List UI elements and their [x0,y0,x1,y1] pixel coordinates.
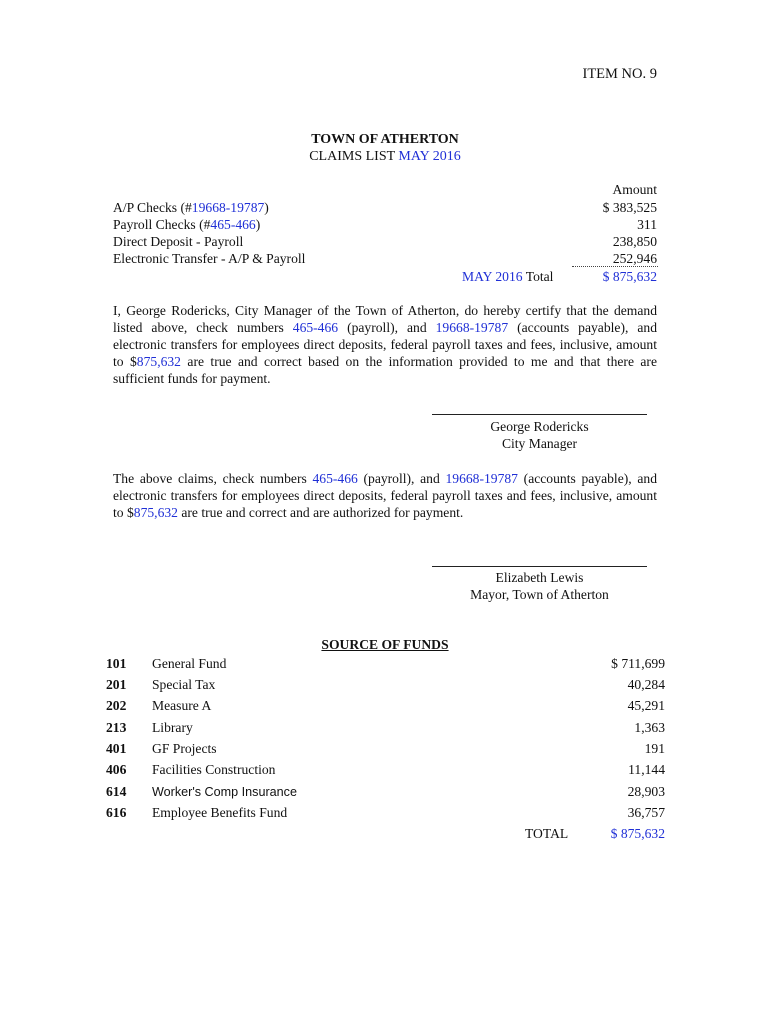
claims-row-label: Direct Deposit - Payroll [113,234,244,249]
subtotal-rule [572,266,658,267]
claims-total-label [462,269,553,285]
fund-code: 614 [106,784,127,799]
signature-line [432,414,647,415]
fund-amount: 36,757 [627,805,665,820]
paragraph-text: (accounts payable), and electronic transfers for employees direct deposits, federal payroll taxes and fees, inclusive, amount to $ [113,471,657,520]
funds-total-label: TOTAL [525,826,569,841]
certification-paragraph [113,302,657,387]
fund-code: 101 [106,656,127,671]
total-amount-inline: 875,632 [133,505,178,520]
paragraph-text: (accounts payable), and electronic transfers for employees direct deposits, federal payroll taxes and fees, inclusive, amount to $ [113,320,657,369]
claims-label-range: 19668-19787 [191,200,265,215]
ap-check-range: 19668-19787 [445,471,518,486]
source-of-funds-heading: SOURCE OF FUNDS [321,637,449,652]
signer-title: City Manager [501,436,578,451]
claims-label-text: A/P Checks (# [113,200,192,215]
ap-check-range: 19668-19787 [435,320,509,335]
payroll-check-range: 465-466 [292,320,339,335]
fund-name: Library [152,720,193,735]
fund-amount: $ 711,699 [611,656,665,671]
fund-code: 202 [106,698,127,713]
fund-name: GF Projects [152,741,217,756]
paragraph-text: I, George Rodericks, City Manager of the Town of Atherton, do hereby certify that the demand listed above, check numbers [113,303,657,335]
document-subtitle [0,149,770,165]
paragraph-text: (payroll), and [357,471,446,486]
claims-label-text: Payroll Checks (# [113,217,211,232]
fund-amount: 40,284 [627,677,665,692]
item-number: ITEM NO. 9 [582,66,657,82]
amount-header: Amount [612,182,657,197]
fund-name: Worker's Comp Insurance [152,785,297,799]
fund-amount: 28,903 [627,784,665,799]
total-amount-inline: 875,632 [136,354,181,369]
claims-row-amount: 252,946 [612,251,657,266]
fund-amount: 45,291 [627,698,665,713]
fund-name: General Fund [152,656,227,671]
subtitle-month: MAY 2016 [398,149,461,164]
claims-label-text: ) [255,217,261,232]
claims-label-range: 465-466 [210,217,256,232]
claims-total-month: MAY 2016 [462,269,523,284]
claims-total-text: Total [522,269,554,284]
funds-total-amount: $ 875,632 [610,826,665,841]
claims-row-amount: 311 [637,217,657,232]
fund-amount: 11,144 [628,762,665,777]
fund-code: 201 [106,677,127,692]
claims-label-text: ) [264,200,269,215]
claims-row-label: Electronic Transfer - A/P & Payroll [113,251,306,266]
signer-name: George Rodericks [490,419,589,434]
fund-code: 401 [106,741,127,756]
signature-line [432,566,647,567]
claims-row-amount: $ 383,525 [602,200,657,215]
signer-title: Mayor, Town of Atherton [470,587,609,602]
paragraph-text: (payroll), and [338,320,436,335]
signer-name: Elizabeth Lewis [495,570,584,585]
document-title: TOWN OF ATHERTON [311,132,459,147]
paragraph-text: The above claims, check numbers [113,471,313,486]
fund-code: 406 [106,762,127,777]
fund-name: Employee Benefits Fund [152,805,288,820]
fund-name: Special Tax [152,677,216,692]
paragraph-text: are true and correct based on the information provided to me and that there are sufficient funds for payment. [113,354,657,386]
claims-row-label [113,200,269,216]
authorization-paragraph [113,470,657,521]
fund-amount: 191 [644,741,665,756]
fund-amount: 1,363 [634,720,665,735]
fund-name: Facilities Construction [152,762,276,777]
payroll-check-range: 465-466 [312,471,358,486]
subtitle-prefix: CLAIMS LIST [309,149,399,164]
fund-name: Measure A [152,698,212,713]
claims-total-amount: $ 875,632 [602,269,657,284]
claims-row-amount: 238,850 [612,234,657,249]
paragraph-text: are true and correct and are authorized for payment. [177,505,464,520]
fund-code: 213 [106,720,127,735]
claims-row-label [113,217,260,233]
fund-code: 616 [106,805,127,820]
